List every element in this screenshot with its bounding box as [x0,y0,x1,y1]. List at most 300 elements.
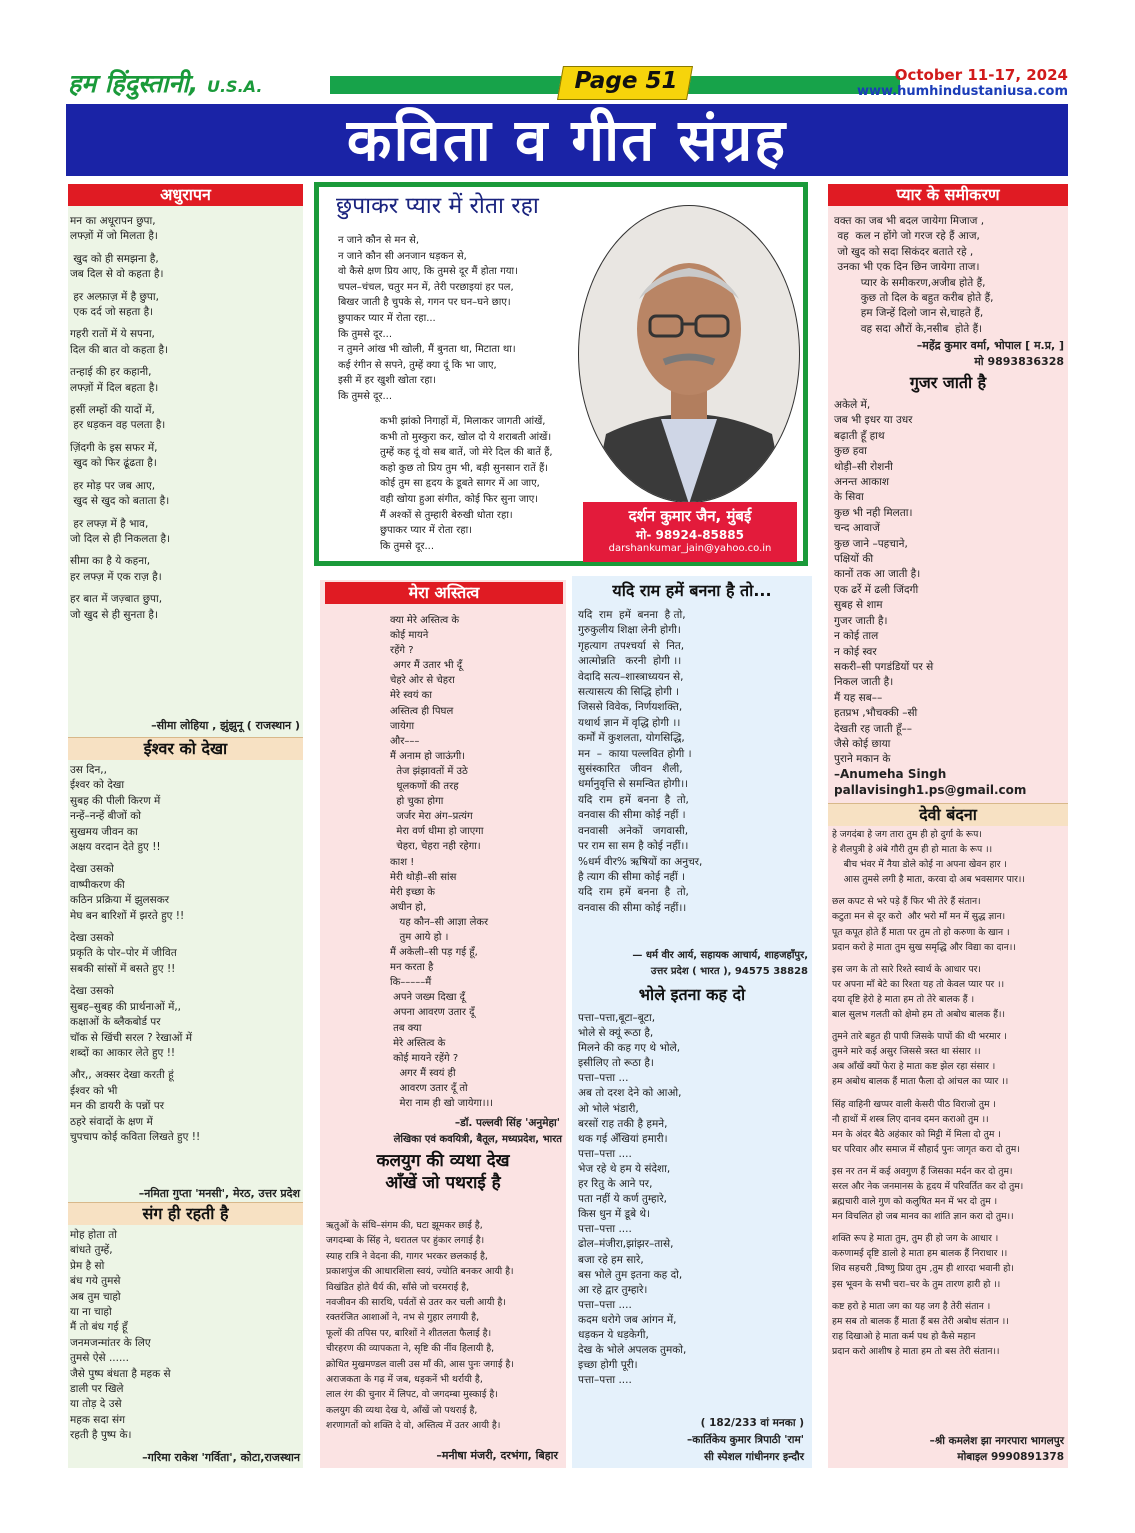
poem-body-gujar [834,398,1064,768]
poem-line: डाली पर खिले [70,1383,124,1396]
poem-line: न जाने कौन से मन से, [338,235,420,246]
poem-line: वाष्पीकरण की [70,878,125,891]
poem-line: कोई तुम सा हृदय के डूबते सागर में आ जाए, [380,478,540,490]
poem-line: क्या मेरे अस्तित्व के [390,615,460,626]
poem-line: के सिवा [834,491,864,504]
poem-line: हो चुका होगा [390,796,444,808]
poem-line [70,472,302,479]
poem-line: नौ हाथों में शस्त्र लिए दानव दमन कराओ तुम ।। [832,1113,989,1125]
poem-body-kalyug [326,1218,566,1434]
poem-title-kalyug-1: कलयुग की व्यथा देख [376,1151,510,1171]
poem-line: जो दिल से ही निकलता है। [70,532,170,545]
poem-line: तुमने मारे कई असुर जिससे त्रस्त था संसार ।। [832,1046,981,1058]
poem-line: नन्हें–नन्हें बीजों को [70,810,142,823]
poem-line [70,510,302,517]
poem-line: आस तुमसे लगी है माता, करवा दो अब भवसागर पार।। [832,874,1025,886]
poem-line: दया दृष्टि हेरो हे माता हम तो तेरे बालक हैं । [832,993,975,1005]
poem-line: देख के भोले अपलक तुमको, [578,1344,687,1357]
poem-line: पत्ता–पत्ता .... [578,1298,632,1311]
poem-line: जैसे पुष्प बंधता है महक से [70,1367,171,1380]
poem-line: नवजीवन की सारथि, पर्वतों से उतर कर चली आयी है। [326,1297,506,1309]
poem-line: प्यार के समीकरण,अजीब होते हैं, [834,276,986,289]
poem-line: अकेले में, [834,399,871,411]
poem-line: अस्तित्व ही पिघल [390,705,454,717]
poem-line: इस नर तन में कई अवगुण हैं जिसका मर्दन कर दो तुम। [832,1165,1013,1177]
poem-line: पक्षियों की [834,553,874,566]
author-place: लेखिका एवं कवयित्री, बैतूल, मध्यप्रदेश, भारत [393,1134,562,1145]
poem-line [70,585,302,592]
poem-line: अब तुम चाहो [70,1290,121,1303]
poem-line: हर मोड़ पर जब आए, [70,479,156,492]
poem-line: कभी तो मुस्कुरा कर, खोल दो ये शराबती आंखें। [380,431,552,443]
poem-line: सुखमय जीवन का [70,825,138,838]
poem-line: ऋतुओं के संधि–संगम की, घटा झूमकर छाई है, [326,1220,483,1231]
poem-line: न कोई स्वर [834,645,877,658]
poem-line: चॉक से खिंची सरल ? रेखाओं में [70,1031,192,1044]
poem-line: वो कैसे क्षण प्रिय आए, कि तुमसे दूर मैं होता गया। [338,266,518,278]
poem-line: कुछ तो दिल के बहुत करीब होते हैं, [834,292,994,305]
poem-line: हतप्रभ ,भौचक्की –सी [834,707,918,720]
poem-line: सुबह–सुबह की प्रार्थनाओं में,, [70,1000,182,1013]
poem-line: वेदादि सत्य–शास्त्राध्ययन से, [578,670,684,683]
author-line: –Anumeha Singh [834,767,947,781]
poem-line: चपल–चंचल, चतुर मन में, तेरी परछाइयां हर पल, [338,281,514,293]
poem-line: हर रितु के आने पर, [578,1178,653,1191]
poem-line: मिलने की कह गए थे भोले, [578,1042,681,1055]
poem-title-astitva: मेरा अस्तित्व [325,582,563,604]
author-place: सी स्पेशल गांधीनगर इन्दौर [704,1451,804,1463]
poem-line: काश ! [390,856,415,868]
poem-line: उस दिन,, [70,764,107,776]
poem-line [832,1022,1068,1029]
poem-line: गुरुकुलीय शिक्षा लेनी होगी। [578,624,681,637]
poem-line: चुपचाप कोई कविता लिखते हुए !! [70,1130,201,1143]
poem-line: बीच भंवर में नैया डोले कोई ना अपना खेवन हार । [832,859,1007,871]
poem-line [70,320,302,327]
poem-line: हर बात में जज़्बात छुपा, [70,593,163,606]
poem-line: कोई मायने रहेंगे ? [390,1052,459,1064]
poem-line [832,1224,1068,1231]
poem-line: हर लफ्ज़ में है भाव, [70,517,149,530]
poem-line: सरल और नेक जनमानस के हृदय में परिवर्तित कर दो तुम। [832,1180,1024,1192]
poem-line: ढोल–मंजीरा,झांझर–तासे, [578,1238,674,1251]
poem-line: धर्मानुवृत्ति से समन्वित होगी।। [578,778,689,791]
poem-line: जब भी इधर या उधर [834,414,913,427]
poem-line: पत्ता–पत्ता ... [578,1072,629,1085]
poem-title-adhurapan: अधुरापन [68,184,303,206]
poem-title-gujar: गुजर जाती है [909,373,987,392]
poem-line: छल कपट से भरे पड़े हैं फिर भी तेरे हैं संतान। [832,896,981,908]
poem-line: जो खुद को सदा सिकंदर बताते रहे , [834,245,974,258]
poem-line: मेरा नाम ही खो जायेगा।।। [390,1098,494,1109]
poem-line: कि तुमसे दूर... [338,390,393,402]
poem-body-samikaran [834,214,1068,337]
author-credit [583,502,797,562]
author-line: –गरिमा राकेश 'गर्विता', कोटा,राजस्थान [142,1451,300,1464]
poem-line: हर धड़कन वह पलता है। [70,419,166,432]
poem-line [832,955,1068,962]
poem-line: वह कल न होंगे जो गरज रहे हैं आज, [834,230,980,243]
poem-line: कोई मायने [390,630,429,642]
poem-line: कठिन प्रक्रिया में झुलसकर [70,894,170,907]
poem-line: मैं अकेली–सी पड़ गई हूँ, [390,947,478,959]
poem-line: खुद को ही समझना है, [70,252,159,265]
poem-line: चेहरा, चेहरा नही रहेगा। [390,841,481,853]
section-title: कविता व गीत संग्रह [346,106,788,174]
poem-line: वही खोया हुआ संगीत, कोई फिर सुना जाए। [380,493,539,505]
poem-line: तुम आये हो । [390,931,449,943]
poem-line: तुमने तारे बहुत ही पापी जिसके पापों की थी भरमार । [832,1031,1007,1043]
poem-line: और,, अक्सर देखा करती हूं [70,1069,174,1082]
poem-line: जगदम्बा के सिंह ने, धरातल पर हुंकार लगाई है। [326,1235,485,1247]
poem-line: रहेंगे ? [390,645,414,657]
poem-line: रक्तरंजित आशाओं ने, नभ से गुहार लगायी है, [326,1312,480,1324]
author-photo [576,204,802,532]
poem-line: तुम्हें कह दूं वो सब बातें, जो मेरे दिल की बातें हैं, [380,447,553,459]
poem-line: हम सब तो बालक हैं माता हैं बस तेरी अबोध संतान ।। [832,1315,1009,1327]
poem-line: जब दिल से वो कहता है। [70,268,164,281]
poem-line: रहती है पुष्प के। [70,1429,132,1442]
poem-line: बढ़ाती हूँ हाथ [834,429,885,442]
poem-line: वनवास की सीमा कोई नहीं । [578,809,686,822]
poem-line: बांधते तुम्हें, [70,1244,113,1257]
poem-line: शरणागतों को शक्ति दे वो, अस्तित्व में उतर आयी है। [326,1420,501,1432]
poem-line: धूलकणों की तरह [390,781,459,793]
poem-line: सीमा का है ये कहना, [70,555,151,568]
poem-line: मैं अनाम हो जाऊंगी। [390,750,466,762]
poem-line: शक्ति रूप हे माता तुम, तुम ही हो जग के आधार । [832,1233,999,1245]
poem-title-devi: देवी बंदना [828,803,1068,826]
poem-line: कभी झांको निगाहों में, मिलाकर जागती आंखें, [380,416,546,427]
issue-date: October 11-17, 2024 [894,66,1068,84]
poem-line: यदि राम हमें बनना है तो, [578,886,689,899]
poem-line: लफ्ज़ों में जो मिलता है। [70,230,158,243]
poem-title-ishwar: ईश्वर को देखा [68,737,303,760]
author-line: –डॉ. पल्लवी सिंह 'अनुमेहा' [454,1117,560,1129]
poem-line: प्रेम है सो [70,1259,105,1272]
poem-line: भेज रहे थे हम ये संदेशा, [578,1162,671,1175]
poem-line: इस जग के तो सारे रिश्ते स्वार्थ के आधार पर। [832,963,981,975]
poem-line: आवरण उतार दूँ तो [390,1082,468,1094]
poem-line: जिससे विवेक, निर्णयशक्ति, [578,701,683,714]
poem-line [70,245,302,252]
poem-line: ज़िंदगी के इस सफर में, [70,441,158,454]
poem-line: हर अल्फ़ाज़ में है छुपा, [70,290,159,303]
poem-line: छुपाकर प्यार में रोता रहा। [380,525,472,537]
poem-line: तब क्या [390,1022,422,1034]
poem-title-sang: संग ही रहती है [68,1202,303,1225]
poem-line: स्याह रात्रि ने वेदना की, गागर भरकर छलकाई है, [326,1250,488,1262]
poem-line: ईश्वर को भी [70,1084,118,1097]
poem-line: वह सदा औरों के,नसीब होते हैं। [834,322,983,335]
poem-line [70,434,302,441]
poem-line: मन करता है [390,962,434,974]
poem-line: या ना चाहो [70,1306,112,1319]
author-line: –महेंद्र कुमार वर्मा, भोपाल [ म.प्र, ] [916,339,1064,352]
poem-line: शिव सहचरी ,विष्णु प्रिया तुम ,तुम ही शारदा भवानी हो। [832,1263,1014,1275]
feature-title: छुपाकर प्यार में रोता रहा [336,193,539,219]
poem-line: छुपाकर प्यार में रोता रहा... [338,312,436,324]
poem-line: बिखर जाती है चुपके से, गगन पर घन–घने छाए। [338,297,511,309]
poem-line [832,887,1068,894]
poem-line: शब्दों का आकार लेते हुए !! [70,1046,176,1059]
poem-line: जैसे कोई छाया [834,737,891,750]
poem-line: विखंडित होते धैर्य की, साँसे जो चरमराई है, [326,1281,470,1293]
poem-line: मन के अंदर बैठे अहंकार को मिट्टी में मिला दो तुम । [832,1128,1001,1140]
poem-line: कलयुग की व्यथा देख ये, आँखें जो पथराई है, [326,1404,478,1416]
poem-line: न जाने कौन सी अनजान धड़कन से, [338,250,467,262]
poem-line: यथार्थ ज्ञान में वृद्धि होगी ।। [578,716,681,729]
poem-line: कि तुमसे दूर... [380,540,435,552]
poem-title-bhole: भोले इतना कह दो [638,985,746,1004]
poem-line: मेरे स्वयं का [390,690,432,702]
poem-line: क्रोधित मुखमण्डल वाली उस माँ की, आस पुनः जगाई है। [326,1358,514,1370]
poem-line: मेघ बन बारिशों में झरते हुए !! [70,909,185,922]
poem-line: अगर मैं स्वयं ही [390,1067,456,1079]
poem-line: पत्ता–पत्ता,बूटा–बूटा, [578,1012,656,1024]
poem-line: कुछ भी नही मिलता। [834,506,913,519]
poem-line [832,1157,1068,1164]
credit-phone: मो- 98924-85885 [636,528,744,542]
page-number: Page 51 [574,68,678,94]
poem-line: अधीन हो, [390,901,427,913]
poem-line: धड़कन ये धड़केगी, [578,1328,649,1341]
poem-line: पत्ता–पत्ता .... [578,1223,632,1236]
poem-line: न तुमने आंख भी खोली, मैं बुनता था, मिटाता था। [338,344,516,356]
poem-line: हसीं लम्हों की यादों में, [70,404,155,417]
poem-line: ईश्वर को देखा [70,779,125,792]
poem-line: किस धुन में डूबे थे। [578,1208,651,1221]
poem-line [832,1292,1068,1299]
poem-line: लफ्ज़ों में दिल बहता है। [70,381,159,394]
poem-line: पत्ता–पत्ता .... [578,1374,632,1387]
poem-line: इस भूवन के सभी चरा–चर के तुम तारण हारी हो ।। [832,1278,1001,1290]
poem-line: कानों तक आ जाती है। [834,568,921,581]
poem-line: थक गई अँखियां हमारी। [578,1132,668,1145]
poem-line: जायेगा [390,720,415,732]
poem-body-ram [578,608,810,916]
poem-line: मन – काया पल्लवित होगी । [578,747,692,760]
poem-line: इसीलिए तो रूठा है। [578,1057,654,1070]
poem-title-kalyug-2: आँखें जो पथराई है [385,1173,501,1193]
poem-line: सुबह की पीली किरण में [70,794,161,807]
poem-line: पत्ता–पत्ता .... [578,1147,632,1160]
poem-line: थोड़ी–सी रोशनी [834,460,893,473]
poem-line: अनन्त आकाश [834,476,890,489]
poem-line: जर्जर मेरा अंग–प्रत्यंग [390,811,473,823]
poem-line: हम अबोध बालक हैं माता फैला दो आंचल का प्यार ।। [832,1076,1009,1088]
poem-line: अक्षय वरदान देते हुए !! [70,841,161,854]
author-line: –कार्तिकेय कुमार त्रिपाठी 'राम' [687,1434,804,1446]
poem-line: तेज झंझावतों में उठे [390,765,468,777]
poem-line: अब आँखें क्यों फेरा हे माता कष्ट झेल रहा संसार । [832,1061,996,1073]
poem-line: गहरी रातों में ये सपना, [70,328,155,341]
poem-line: मैं अश्कों से तुम्हारी बेरुखी धोता रहा। [380,509,513,521]
author-line: –सीमा लोहिया , झुंझुनू ( राजस्थान ) [151,719,300,732]
poem-line: मन का अधूरापन छुपा, [70,215,156,227]
poem-line: कुछ हवा [834,445,867,458]
poem-body-bhole [578,1011,810,1388]
author-phone: मो 9893836328 [974,355,1064,368]
poem-line: पुराने मकान के [834,753,891,766]
author-line: –मनीषा मंजरी, दरभंगा, बिहार [436,1449,558,1462]
poem-line: देखती रह जाती हूँ–– [834,722,913,735]
poem-line: कक्षाओं के ब्लैकबोर्ड पर [70,1016,161,1029]
poem-line: अपना आवरण उतार दूँ [390,1007,475,1019]
brand-logo: हम हिंदुस्तानी, U.S.A. [68,69,263,98]
poem-line: अब तो दरश देने को आओ, [578,1087,682,1100]
poem-line [70,855,302,862]
credit-email: darshankumar_jain@yahoo.co.in [608,543,772,554]
poem-line: सबकी सांसों में बसते हुए !! [70,962,176,975]
poem-line: पर अपना माँ बेटे का रिश्ता यह तो केवल प्यार पर ।। [832,978,1005,990]
author-line: –श्री कमलेश झा नगरपारा भागलपुर [929,1435,1064,1447]
poem-line: अपने जख्म दिखा दूँ [390,992,465,1004]
poem-line: मन विचलित हो जब मानव का शांति ज्ञान करा दो तुम।। [832,1211,1014,1223]
poem-line: कष्ट हरो हे माता जग का यह जग है तेरी संतान । [832,1300,991,1312]
poem-line: देखा उसको [70,863,114,876]
poem-body-devi [832,827,1068,1359]
poem-line: एक ढर्रे में ढली जिंदगी [834,583,919,596]
poem-line: जो खुद से ही सुनता है। [70,608,158,621]
poem-line: यदि राम हमें बनना है तो, [578,609,686,621]
feature-body-a [338,233,598,405]
poem-line [70,1061,302,1068]
poem-line: करुणामई दृष्टि डालो हे माता हम बालक हैं निराधार ।। [832,1248,1008,1260]
poem-line: वनवास की सीमा कोई नहीं।। [578,901,687,914]
poem-line: बरसों राह तकी है हमने, [578,1117,668,1130]
poem-line: आ रहे द्वार तुम्हारे। [578,1283,648,1296]
poem-line: बजा रहे हम सारे, [578,1253,644,1266]
poem-line: है त्याग की सीमा कोई नहीं । [578,870,686,883]
poem-line: पर राम सा सम है कोई नहीं।। [578,840,689,853]
poem-line: उनका भी एक दिन छिन जायेगा ताज। [834,261,980,274]
website-link[interactable]: www.humhindustaniusa.com [856,84,1068,99]
author-line: — धर्म वीर आर्य, सहायक आचार्य, शाहजहाँपुर, [632,950,808,961]
poem-line: पूत कपूत होते हैं माता पर तुम तो हो करुणा के खान । [832,926,1010,938]
poem-line: या तोड़ दे उसे [70,1398,122,1411]
poem-line: %धर्म वीर% ऋषियों का अनुचर, [578,855,703,868]
poem-line [70,396,302,403]
credit-name: दर्शन कुमार जैन, मुंबई [628,507,752,525]
poem-body-astitva [390,613,566,1111]
poem-line: देखा उसको [70,985,114,998]
author-line: –नमिता गुप्ता 'मनसी', मेरठ, उत्तर प्रदेश [138,1187,300,1200]
poem-line: मोह होता तो [70,1229,117,1241]
poem-line: प्रदान करो आशीष हे माता हम तो बस तेरी संतान।। [832,1345,1000,1357]
poem-line: ओ भोले भंडारी, [578,1102,639,1115]
poem-line: प्रकृति के पोर–पोर में जीवित [70,947,177,960]
poem-line: इच्छा होगी पूरी। [578,1359,638,1372]
poem-line: फूलों की तपिस पर, बारिशों ने शीतलता फैलाई है। [326,1327,492,1339]
poem-line: प्रकाशपुंज की आधारशिला स्वयं, ज्योति बनकर आयी है। [326,1266,514,1278]
poem-line: बाल सुलभ गलती को क्षेमो हम तो अबोध बालक हैं।। [832,1009,1005,1021]
poem-line: दिल की बात वो कहता है। [70,343,169,356]
poem-line: कि–––––मैं [390,977,432,989]
author-phone: मोबाइल 9990891378 [957,1451,1064,1463]
poem-line [70,283,302,290]
poem-line: सुसंस्कारित जीवन शैली, [578,763,683,776]
poem-line: वनवासी अनेकों जगवासी, [578,824,689,837]
poem-line: ठहरे संवादों के क्षण में [70,1115,153,1128]
poem-line: मेरी इच्छा के [390,886,435,898]
poem-line: ब्रह्मचारी वाले गुण को कलुषित मन में भर दो तुम । [832,1196,998,1208]
poem-line: प्रदान करो हे माता तुम सुख समृद्धि और विद्या का दान।। [832,941,1016,953]
poem-line: न कोई ताल [834,630,879,643]
poem-line: देखा उसको [70,932,114,945]
poem-line: घर परिवार और समाज में सौहार्द पुनः जागृत करा दो तुम। [832,1143,1020,1155]
poem-line: कटुता मन से दूर करो और भरो माँ मन में सुद्ध ज्ञान। [832,911,1006,923]
poem-line [70,358,302,365]
poem-line: अगर मैं उतार भी दूँ [390,660,463,672]
poem-line: मेरे अस्तित्व के [390,1037,446,1049]
poem-line: बंध गये तुमसे [70,1275,121,1288]
poem-line: मेरी थोड़ी–सी सांस [390,871,457,883]
poem-line: भोले से क्यूं रूठा है, [578,1027,654,1040]
poem-line: मन की डायरी के पन्नों पर [70,1100,165,1113]
poem-line: सत्यासत्य की सिद्धि होगी । [578,686,680,699]
poem-line [832,1090,1068,1097]
poem-line: कई रंगीन से सपने, तुम्हें क्या दूं कि भा जाए, [338,359,497,371]
poem-line: वक्त का जब भी बदल जायेगा मिजाज , [834,215,985,227]
poem-body-adhurapan [70,214,302,623]
poem-line: कर्मों में कुशलता, योगसिद्धि, [578,732,685,745]
poem-line: निकल जाती है। [834,676,894,689]
poem-line: चीरहरण की व्यापकता ने, सृष्टि की नींव हिलायी है, [326,1343,495,1355]
poem-line: मैं तो बंध गई हूँ [70,1321,128,1334]
poem-line: महक सदा संग [70,1413,125,1426]
poem-body-sang [70,1228,302,1444]
poem-line: बस भोले तुम इतना कह दो, [578,1268,683,1281]
poem-line: हे जगदंबा हे जग तारा तुम ही हो दुर्गा के रूप। [832,829,982,840]
poem-line: आत्मोन्नति करनी होगी ।। [578,655,682,668]
poem-line: तन्हाई की हर कहानी, [70,366,152,379]
poem-title-ram: यदि राम हमें बनना है तो... [612,581,772,600]
poem-line: पता नहीं ये कर्ण तुम्हारे, [578,1193,667,1206]
poem-line: गुजर जाती है। [834,614,888,627]
poem-line: हम जिन्हें दिलो जान से,चाहते हैं, [834,307,984,320]
poem-line: चेहरे ओर से चेहरा [390,675,455,687]
poem-line: इसी में हर खुशी खोता रहा। [338,375,436,387]
poem-line: मैं यह सब–– [834,691,883,704]
poem-line: चन्द आवाजें [834,522,880,535]
poem-note: ( 182/233 वां मनका ) [700,1417,804,1429]
poem-line: जनमजन्मांतर के लिए [70,1336,151,1349]
poem-line: लाल रंग की चुनार में लिपट, वो जगदम्बा मुस्काई है। [326,1389,498,1401]
poem-line: राह दिखाओ हे माता कर्म पथ हो कैसे महान [832,1330,976,1342]
poem-line: गृहत्याग तपश्चर्या से नित, [578,639,685,652]
poem-line: कदम धरोगे जब आंगन में, [578,1313,677,1326]
poem-line: सकरी–सी पगडंडियों पर से [834,660,934,673]
poem-line [70,924,302,931]
poem-line [70,977,302,984]
poem-line: हर लफ्ज़ में एक राज़ है। [70,570,162,583]
poem-line: अराजकता के गढ़ में जब, धड़कनें भी थर्रायी है, [326,1374,483,1386]
poem-line: कुछ जाने –पहचाने, [834,537,908,550]
poem-line: मेरा वर्ण धीमा हो जाएगा [390,826,484,838]
poem-line: हे शैलपुत्री हे अंबे गौरी तुम ही हो माता के रूप ।। [832,844,993,856]
poem-line: खुद को फिर ढूंढता है। [70,457,157,470]
poem-line: यह कौन–सी आज्ञा लेकर [390,916,489,928]
poem-line: खुद से खुद को बताता है। [70,495,170,508]
poem-line: सुबह से शाम [834,599,883,612]
poem-line: कहो कुछ तो प्रिय तुम भी, बड़ी सुनसान रातें हैं। [380,462,549,474]
poem-line: सिंह वाहिनी खप्पर वाली केसरी पीठ विराजो तुम । [832,1098,996,1110]
author-email[interactable]: pallavisingh1.ps@gmail.com [834,783,1027,797]
poem-line: यदि राम हमें बनना है तो, [578,793,689,806]
poem-line: एक दर्द जो सहता है। [70,306,154,319]
poem-title-samikaran: प्यार के समीकरण [828,184,1068,206]
